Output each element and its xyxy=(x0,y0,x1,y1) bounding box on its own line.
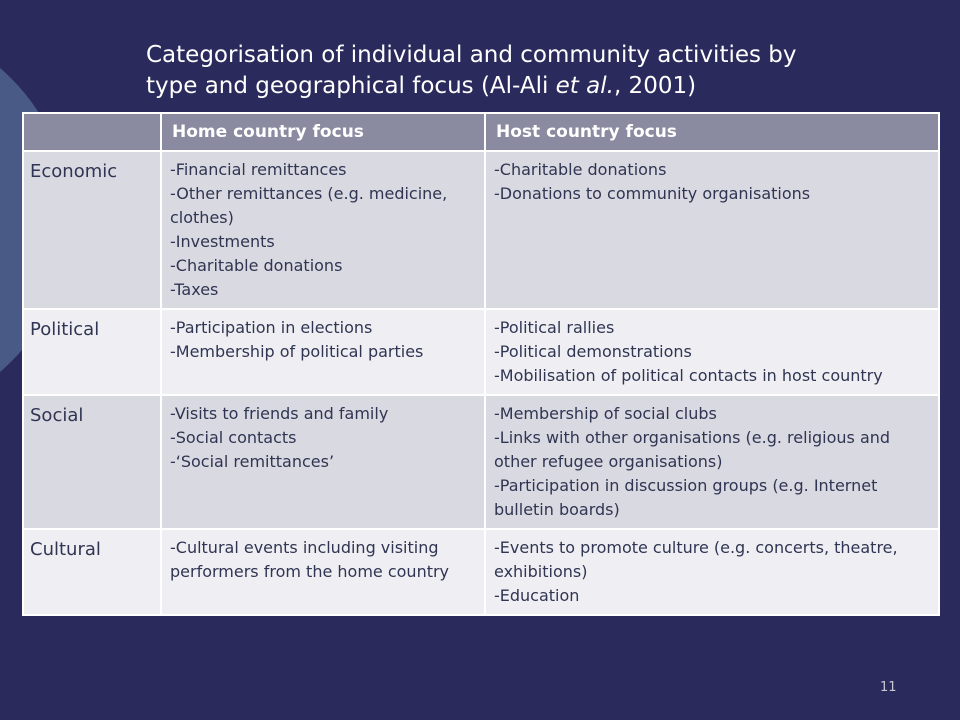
row-label: Economic xyxy=(24,152,160,308)
home-cell xyxy=(162,310,484,394)
home-cell xyxy=(162,530,484,614)
list-item: -Membership of social clubs xyxy=(494,404,717,423)
list-item: -Social contacts xyxy=(170,428,297,447)
list-item: -Events to promote culture (e.g. concerts, theatre, exhibitions) xyxy=(494,538,898,581)
list-item: -Education xyxy=(494,586,580,605)
list-item: -Political demonstrations xyxy=(494,342,692,361)
list-item: -Links with other organisations (e.g. religious and other refugee organisations) xyxy=(494,428,891,471)
header-cell-empty xyxy=(24,114,160,150)
list-item: -Mobilisation of political contacts in host country xyxy=(494,366,883,385)
host-cell xyxy=(486,152,938,308)
row-label: Cultural xyxy=(24,530,160,614)
list-item: -‘Social remittances’ xyxy=(170,452,335,471)
list-item: -Charitable donations xyxy=(170,256,343,275)
table-row-cultural xyxy=(24,530,938,614)
title-line-2 xyxy=(146,71,936,102)
list-item: -Financial remittances xyxy=(170,160,347,179)
list-item: -Visits to friends and family xyxy=(170,404,389,423)
list-item: -Donations to community organisations xyxy=(494,184,811,203)
host-cell xyxy=(486,396,938,528)
home-cell xyxy=(162,396,484,528)
title-line-1: Categorisation of individual and community activities by xyxy=(146,42,797,68)
row-label: Social xyxy=(24,396,160,528)
table-header-row xyxy=(24,114,938,150)
list-item: -Other remittances (e.g. medicine, clothes) xyxy=(170,184,448,227)
list-item: -Cultural events including visiting performers from the home country xyxy=(170,538,450,581)
table-row-economic xyxy=(24,152,938,308)
header-host-country-focus: Host country focus xyxy=(486,114,938,150)
page-number: 11 xyxy=(880,680,897,695)
list-item: -Membership of political parties xyxy=(170,342,424,361)
list-item: -Taxes xyxy=(170,280,219,299)
header-home-country-focus: Home country focus xyxy=(162,114,484,150)
list-item: -Participation in discussion groups (e.g. Internet bulletin boards) xyxy=(494,476,878,519)
list-item: -Political rallies xyxy=(494,318,615,337)
list-item: -Investments xyxy=(170,232,275,251)
host-cell xyxy=(486,310,938,394)
activities-table xyxy=(22,112,940,616)
table-row-social xyxy=(24,396,938,528)
list-item: -Charitable donations xyxy=(494,160,667,179)
title-text-end: , 2001) xyxy=(613,73,697,99)
home-cell xyxy=(162,152,484,308)
host-cell xyxy=(486,530,938,614)
list-item: -Participation in elections xyxy=(170,318,373,337)
table-row-political xyxy=(24,310,938,394)
title-text: type and geographical focus (Al-Ali xyxy=(146,73,556,99)
slide-title xyxy=(146,40,936,102)
row-label: Political xyxy=(24,310,160,394)
title-italic-text: et al. xyxy=(555,73,614,99)
